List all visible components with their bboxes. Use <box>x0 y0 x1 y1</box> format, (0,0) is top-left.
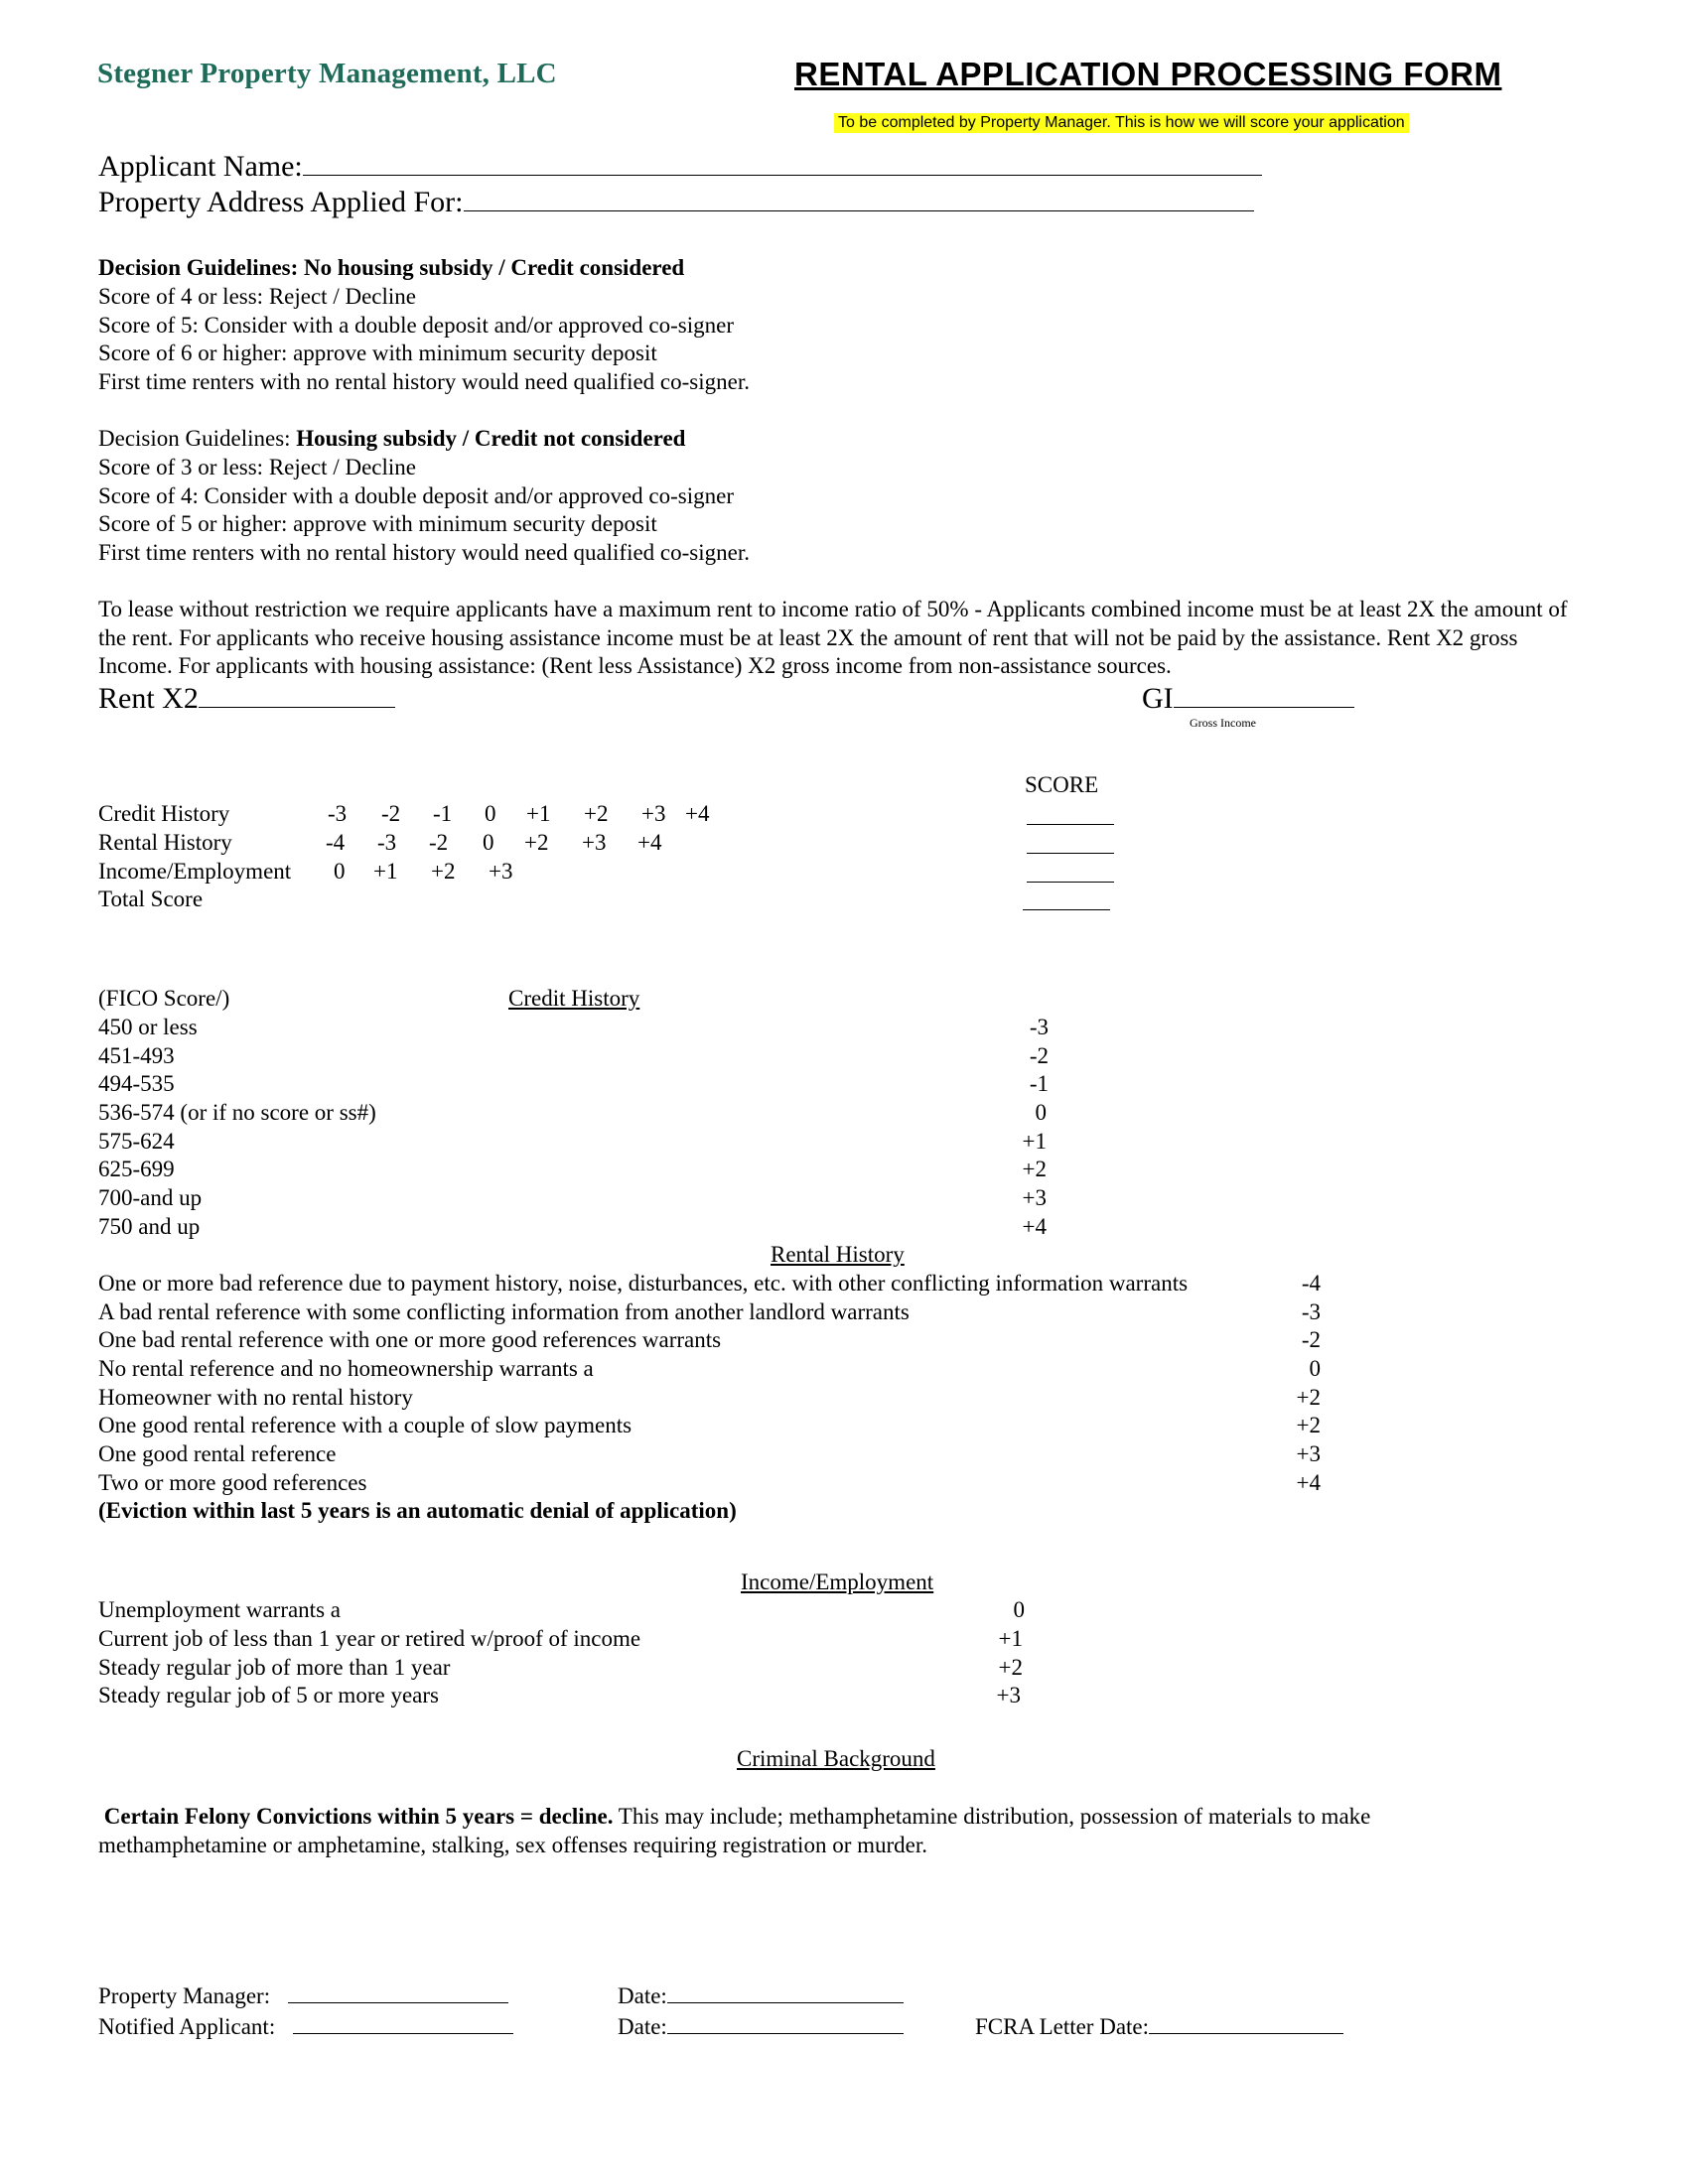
income-row-score: 0 <box>1013 1597 1025 1622</box>
credit-row-score: +2 <box>1022 1157 1047 1181</box>
score-option: +2 <box>431 859 456 884</box>
instruction-highlight: To be completed by Property Manager. This is how we will score your application <box>834 113 1409 133</box>
rental-row-label: No rental reference and no homeownership warrants a <box>98 1356 594 1381</box>
guideline-line: Score of 5: Consider with a double deposit and/or approved co-signer <box>98 313 735 338</box>
pm-date-field[interactable] <box>667 1982 904 2003</box>
rental-row-score: +3 <box>1296 1441 1321 1466</box>
fcra-label: FCRA Letter Date: <box>975 2014 1150 2039</box>
score-option: +2 <box>524 830 549 855</box>
rental-row-score: -3 <box>1301 1299 1321 1324</box>
criminal-paragraph <box>98 1802 1528 1859</box>
na-date-field[interactable] <box>667 2013 904 2034</box>
credit-row-label: 750 and up <box>98 1214 201 1239</box>
property-address-field[interactable] <box>464 187 1254 211</box>
gi-label: GI <box>1142 682 1174 715</box>
income-row-label: Steady regular job of 5 or more years <box>98 1683 439 1707</box>
score-row-label: Credit History <box>98 801 230 826</box>
credit-row-label: 575-624 <box>98 1129 175 1154</box>
rental-row-label: One good rental reference <box>98 1441 337 1466</box>
income-score-field[interactable] <box>1027 862 1114 887</box>
score-option: 0 <box>485 801 496 826</box>
rental-row-score: +4 <box>1296 1470 1321 1495</box>
guideline-line: First time renters with no rental history would need qualified co-signer. <box>98 540 750 565</box>
income-row-score: +1 <box>998 1626 1023 1651</box>
guideline-line: Score of 6 or higher: approve with minimum security deposit <box>98 341 657 365</box>
credit-row-score: -2 <box>1029 1043 1049 1068</box>
income-row-score: +2 <box>998 1655 1023 1680</box>
score-option: +3 <box>489 859 513 884</box>
credit-row-score: 0 <box>1035 1100 1047 1125</box>
score-row-label: Rental History <box>98 830 232 855</box>
property-manager-field[interactable] <box>288 1982 508 2003</box>
credit-row-label: 700-and up <box>98 1185 203 1210</box>
applicant-name-row <box>98 149 1262 185</box>
rental-score-field[interactable] <box>1027 833 1114 859</box>
date-label: Date: <box>618 2014 667 2039</box>
rental-row-label: A bad rental reference with some conflicting information from another landlord warrants <box>98 1299 910 1324</box>
property-address-label: Property Address Applied For: <box>98 186 464 218</box>
credit-row-label: 494-535 <box>98 1071 175 1096</box>
rental-row-label: One or more bad reference due to payment history, noise, disturbances, etc. with other conflicting information warrants <box>98 1271 1189 1296</box>
rental-row-score: -2 <box>1301 1327 1321 1352</box>
date-label: Date: <box>618 1983 667 2008</box>
credit-history-title: Credit History <box>508 986 640 1011</box>
gi-caption: Gross Income <box>1190 716 1256 730</box>
guidelines-no-subsidy-heading: Decision Guidelines: No housing subsidy / Credit considered <box>98 255 685 280</box>
rental-row-score: +2 <box>1296 1413 1321 1437</box>
score-option: +4 <box>685 801 710 826</box>
credit-row-score: +4 <box>1022 1214 1047 1239</box>
score-option: -4 <box>326 830 346 855</box>
notified-applicant-field[interactable] <box>293 2013 513 2034</box>
guidelines-subsidy-bold: Housing subsidy / Credit not considered <box>296 426 686 451</box>
rent-x2-label: Rent X2 <box>98 682 199 715</box>
rental-row-label: One good rental reference with a couple of slow payments <box>98 1413 633 1437</box>
score-option: +3 <box>641 801 666 826</box>
eviction-note: (Eviction within last 5 years is an automatic denial of application) <box>98 1498 737 1523</box>
guideline-line: First time renters with no rental history would need qualified co-signer. <box>98 369 750 394</box>
credit-row-score: +3 <box>1022 1185 1047 1210</box>
credit-row-label: 450 or less <box>98 1015 198 1039</box>
company-name: Stegner Property Management, LLC <box>97 58 557 89</box>
guidelines-subsidy-heading <box>98 425 685 453</box>
rental-row-score: +2 <box>1296 1385 1321 1410</box>
criminal-background-title: Criminal Background <box>737 1746 935 1771</box>
fcra-row <box>975 2013 1343 2041</box>
applicant-name-field[interactable] <box>303 151 1262 176</box>
rental-row-score: 0 <box>1309 1356 1321 1381</box>
rental-row-label: Two or more good references <box>98 1470 367 1495</box>
rental-history-title: Rental History <box>771 1242 905 1267</box>
form-title: RENTAL APPLICATION PROCESSING FORM <box>794 56 1502 92</box>
credit-row-score: -3 <box>1029 1015 1049 1039</box>
credit-row-label: 625-699 <box>98 1157 175 1181</box>
rent-x2-row <box>98 681 395 717</box>
pm-date-row <box>618 1982 904 2010</box>
fcra-date-field[interactable] <box>1149 2013 1343 2034</box>
guideline-line: Score of 4 or less: Reject / Decline <box>98 284 416 309</box>
score-header: SCORE <box>1025 772 1099 797</box>
score-option: -2 <box>381 801 401 826</box>
score-option: +1 <box>373 859 398 884</box>
criminal-bold: Certain Felony Convictions within 5 years = decline. <box>103 1804 614 1829</box>
criminal-text: This may include; methamphetamine distribution, possession of materials to make methamphetamine or amphetamine, stalking, sex offenses requiring registration or murder. <box>98 1804 1371 1857</box>
guidelines-subsidy-prefix: Decision Guidelines: <box>98 426 297 451</box>
score-option: +2 <box>584 801 609 826</box>
income-employment-title: Income/Employment <box>741 1570 934 1594</box>
credit-row-label: 451-493 <box>98 1043 175 1068</box>
score-option: -2 <box>429 830 449 855</box>
rental-row-score: -4 <box>1301 1271 1321 1296</box>
gi-row <box>1142 681 1354 717</box>
guideline-line: Score of 3 or less: Reject / Decline <box>98 455 416 479</box>
credit-row-score: +1 <box>1022 1129 1047 1154</box>
score-row-label: Income/Employment <box>98 859 292 884</box>
score-option: 0 <box>483 830 494 855</box>
score-option: +1 <box>526 801 551 826</box>
applicant-name-label: Applicant Name: <box>98 150 303 183</box>
property-manager-label: Property Manager: <box>98 1983 271 2008</box>
property-manager-row <box>98 1982 508 2010</box>
score-option: +3 <box>582 830 607 855</box>
income-row-label: Current job of less than 1 year or retired w/proof of income <box>98 1626 641 1651</box>
guideline-line: Score of 4: Consider with a double deposit and/or approved co-signer <box>98 483 735 508</box>
income-ratio-paragraph: To lease without restriction we require applicants have a maximum rent to income ratio of 50% - Applicants combined income must be at least 2X the amount of the rent. For applicants who receive housing assistance income must be at least 2X the amount of rent that will not be paid by the assistance. Rent X2 gross Income. For applicants with housing assistance: (Rent less Assistance) X2 gross income from non-assistance sources. <box>98 597 1568 678</box>
rental-row-label: Homeowner with no rental history <box>98 1385 413 1410</box>
score-option: -3 <box>328 801 348 826</box>
fico-header: (FICO Score/) <box>98 986 230 1011</box>
na-date-row <box>618 2013 904 2041</box>
credit-row-score: -1 <box>1029 1071 1049 1096</box>
credit-row-label: 536-574 (or if no score or ss#) <box>98 1100 376 1125</box>
credit-score-field[interactable] <box>1027 804 1114 830</box>
score-option: 0 <box>334 859 346 884</box>
score-row-label: Total Score <box>98 887 204 911</box>
score-option: -3 <box>377 830 397 855</box>
rent-x2-field[interactable] <box>199 683 395 708</box>
guideline-line: Score of 5 or higher: approve with minimum security deposit <box>98 511 657 536</box>
income-row-label: Unemployment warrants a <box>98 1597 341 1622</box>
notified-applicant-label: Notified Applicant: <box>98 2014 276 2039</box>
notified-applicant-row <box>98 2013 513 2041</box>
total-score-field[interactable] <box>1023 889 1110 915</box>
property-address-row <box>98 185 1254 220</box>
gi-field[interactable] <box>1174 683 1354 708</box>
income-row-score: +3 <box>996 1683 1021 1707</box>
rental-row-label: One bad rental reference with one or more good references warrants <box>98 1327 722 1352</box>
income-row-label: Steady regular job of more than 1 year <box>98 1655 451 1680</box>
score-option: -1 <box>433 801 453 826</box>
score-option: +4 <box>637 830 662 855</box>
